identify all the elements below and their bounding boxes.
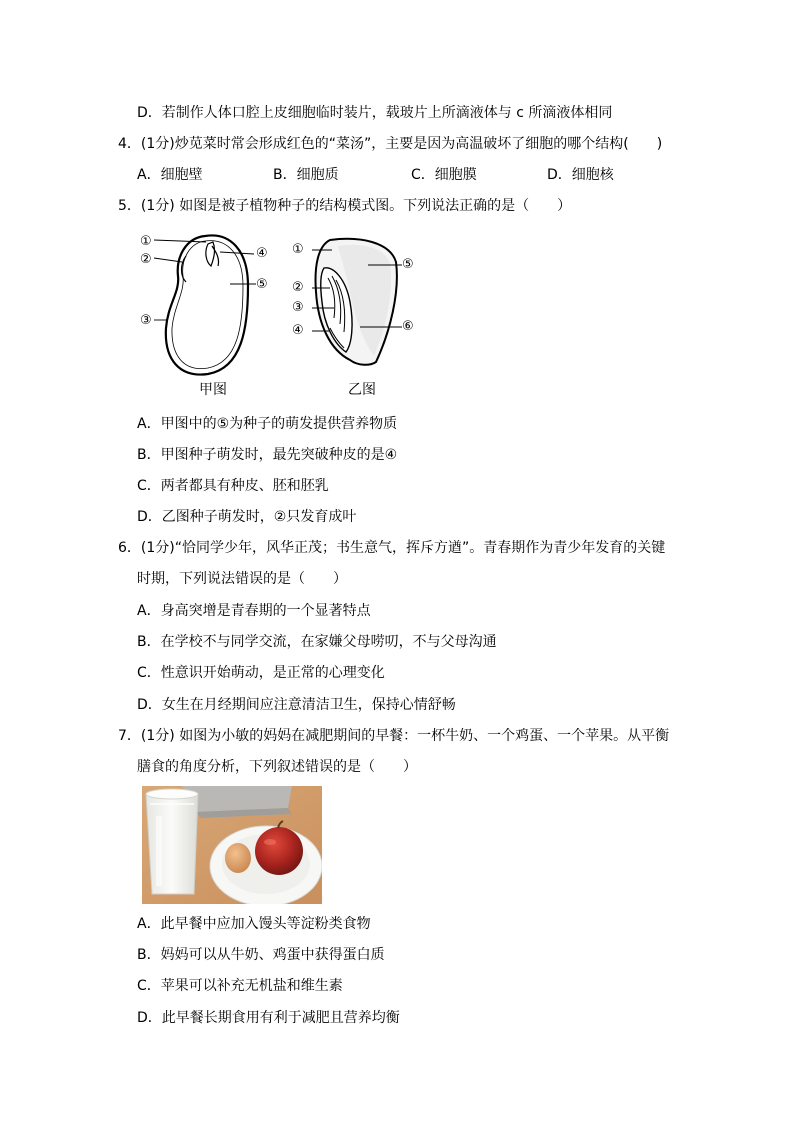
q7-stem-line2: 膳食的角度分析，下列叙述错误的是（ ）: [137, 759, 417, 775]
q5-stem: 5．(1分) 如图是被子植物种子的结构模式图。下列说法正确的是（ ）: [118, 198, 572, 214]
figure-a-label-2: ②: [140, 252, 152, 267]
q7-option-d: D．此早餐长期食用有利于减肥且营养均衡: [137, 1010, 400, 1026]
q6-option-b: B．在学校不与同学交流，在家嫌父母唠叨，不与父母沟通: [137, 634, 497, 650]
figure-b-label-1: ①: [292, 242, 304, 257]
q4-stem: 4．(1分)炒苋菜时常会形成红色的“菜汤”，主要是因为高温破坏了细胞的哪个结构( ): [118, 136, 663, 152]
figure-a-label-5: ⑤: [256, 277, 268, 292]
q7-option-c: C．苹果可以补充无机盐和维生素: [137, 978, 343, 994]
q5-option-a: A．甲图中的⑤为种子的萌发提供营养物质: [137, 416, 398, 432]
figure-a-label-1: ①: [140, 234, 152, 249]
q5-option-c: C．两者都具有种皮、胚和胚乳: [137, 478, 329, 494]
q6-stem-line1: 6．(1分)“恰同学少年，风华正茂；书生意气，挥斥方遒”。青春期作为青少年发育的关键: [118, 540, 666, 556]
figure-b-caption: 乙图: [348, 382, 376, 398]
figure-b-label-4: ④: [292, 323, 304, 338]
figure-b-label-5: ⑤: [402, 257, 414, 272]
figure-b-label-3: ③: [292, 300, 304, 315]
q7-stem-line1: 7．(1分) 如图为小敏的妈妈在减肥期间的早餐：一杯牛奶、一个鸡蛋、一个苹果。从平衡: [118, 728, 670, 744]
q6-option-d: D．女生在月经期间应注意清洁卫生，保持心情舒畅: [137, 697, 456, 713]
q7-option-a: A．此早餐中应加入馒头等淀粉类食物: [137, 916, 371, 932]
figure-a-label-3: ③: [140, 313, 152, 328]
q6-stem-line2: 时期，下列说法错误的是（ ）: [137, 571, 347, 587]
figure-b-label-6: ⑥: [402, 319, 414, 334]
q3-option-d: D．若制作人体口腔上皮细胞临时装片，载玻片上所滴液体与 c 所滴液体相同: [137, 105, 613, 121]
figure-a-label-4: ④: [256, 246, 268, 261]
q4-option-a: A．细胞壁: [137, 167, 203, 183]
q4-option-c: C．细胞膜: [411, 167, 477, 183]
figure-b-label-2: ②: [292, 280, 304, 295]
q5-option-b: B．甲图种子萌发时，最先突破种皮的是④: [137, 447, 398, 463]
figure-a-caption: 甲图: [199, 382, 227, 398]
q7-option-b: B．妈妈可以从牛奶、鸡蛋中获得蛋白质: [137, 947, 385, 963]
breakfast-photo: [142, 786, 322, 904]
corn-seed-diagram: [290, 232, 430, 372]
q6-option-a: A．身高突增是青春期的一个显著特点: [137, 603, 371, 619]
q5-option-d: D．乙图种子萌发时，②只发育成叶: [137, 509, 357, 525]
q4-option-d: D．细胞核: [547, 167, 614, 183]
breakfast-photo-drawing: [142, 786, 322, 904]
q4-option-b: B．细胞质: [273, 167, 339, 183]
q6-option-c: C．性意识开始萌动，是正常的心理变化: [137, 665, 385, 681]
